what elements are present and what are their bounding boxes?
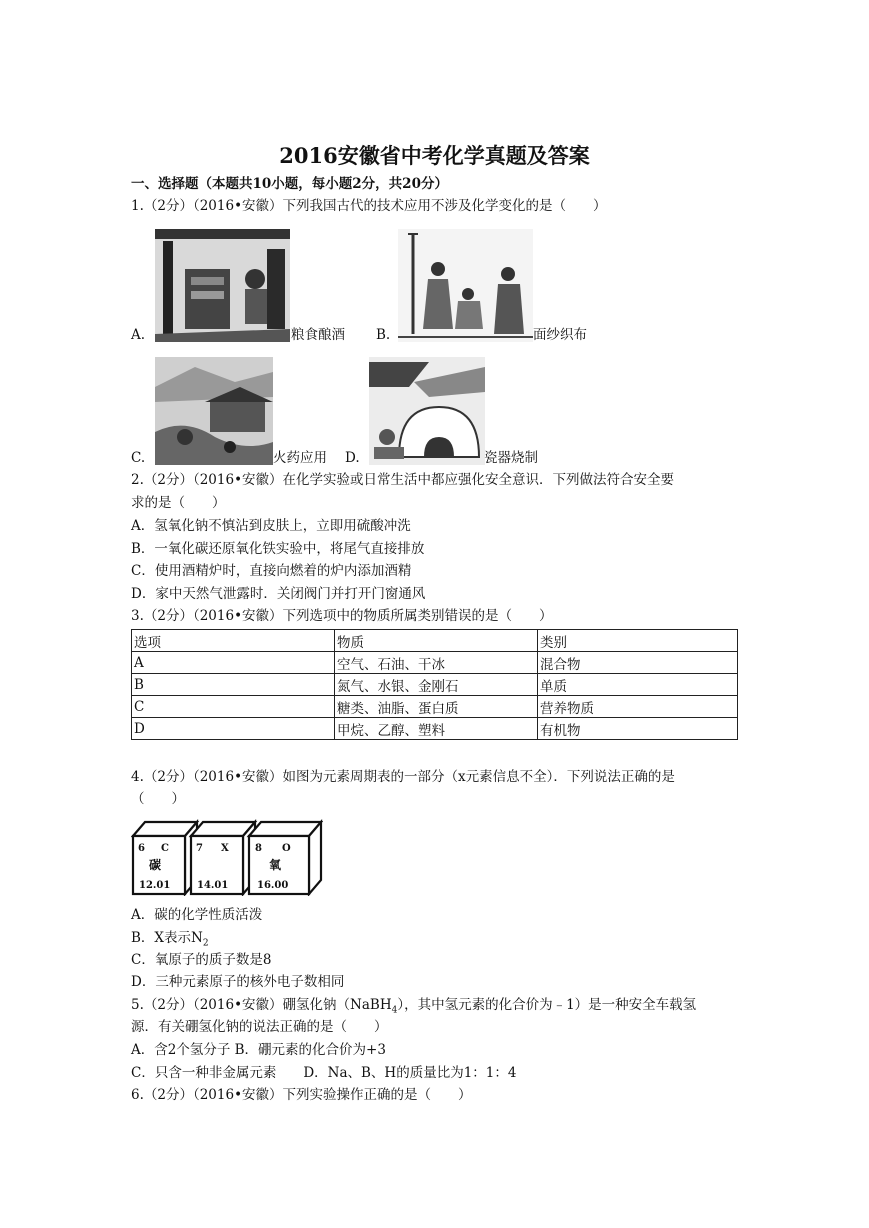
cell-symbol: X bbox=[221, 843, 229, 854]
q6-stem: 6.（2分）（2016•安徽）下列实验操作正确的是（ ） bbox=[131, 1087, 472, 1103]
weaving-image bbox=[398, 229, 533, 342]
table-cell: 单质 bbox=[538, 674, 738, 696]
cell-mass: 16.00 bbox=[257, 880, 289, 891]
table-cell: C bbox=[132, 696, 335, 718]
cell-mass: 14.01 bbox=[197, 880, 229, 891]
q4-stem-line2: （ ） bbox=[131, 791, 185, 807]
table-cell: 氮气、水银、金刚石 bbox=[335, 674, 538, 696]
q1-option-b-text: 面纱织布 bbox=[533, 327, 587, 343]
cell-number: 7 bbox=[196, 843, 203, 854]
table-header-row bbox=[132, 630, 738, 652]
table-cell: B bbox=[132, 674, 335, 696]
periodic-table-fragment bbox=[131, 818, 323, 896]
q1-option-b-label: B. bbox=[376, 327, 391, 343]
q2-option-a: A．氢氧化钠不慎沾到皮肤上，立即用硫酸冲洗 bbox=[131, 518, 411, 534]
q2-stem-line2: 求的是（ ） bbox=[131, 495, 226, 511]
q3-table bbox=[131, 629, 738, 740]
q5-stem-line2: 源．有关硼氢化钠的说法正确的是（ ） bbox=[131, 1019, 388, 1035]
table-row bbox=[132, 652, 738, 674]
table-header-cell: 物质 bbox=[335, 630, 538, 652]
section-heading: 一、选择题（本题共10小题，每小题2分，共20分） bbox=[131, 176, 448, 192]
table-cell: 营养物质 bbox=[538, 696, 738, 718]
table-header-cell: 选项 bbox=[132, 630, 335, 652]
document-title: 2016安徽省中考化学真题及答案 bbox=[279, 143, 590, 168]
cell-symbol: O bbox=[282, 843, 291, 854]
table-cell: A bbox=[132, 652, 335, 674]
q2-option-d: D．家中天然气泄露时．关闭阀门并打开门窗通风 bbox=[131, 586, 426, 602]
subscript: 4 bbox=[391, 1005, 398, 1016]
table-cell: 甲烷、乙醇、塑料 bbox=[335, 718, 538, 740]
q4-stem-line1: 4.（2分）（2016•安徽）如图为元素周期表的一部分（x元素信息不全）．下列说法正确的是 bbox=[131, 769, 675, 785]
table-cell: 糖类、油脂、蛋白质 bbox=[335, 696, 538, 718]
q2-stem-line1: 2.（2分）（2016•安徽）在化学实验或日常生活中都应强化安全意识．下列做法符合安全要 bbox=[131, 472, 675, 488]
q5-stem-part: 5.（2分）（2016•安徽）硼氢化钠（NaBH bbox=[131, 997, 392, 1013]
q1-stem: 1.（2分）（2016•安徽）下列我国古代的技术应用不涉及化学变化的是（ ） bbox=[131, 198, 607, 214]
table-row bbox=[132, 696, 738, 718]
subscript: 2 bbox=[202, 938, 209, 949]
table-header-cell: 类别 bbox=[538, 630, 738, 652]
porcelain-kiln-image bbox=[369, 357, 485, 465]
table-cell: D bbox=[132, 718, 335, 740]
q1-option-c-label: C. bbox=[131, 450, 146, 466]
q2-option-c: C．使用酒精炉时，直接向燃着的炉内添加酒精 bbox=[131, 563, 412, 579]
table-row bbox=[132, 674, 738, 696]
cell-symbol: C bbox=[161, 843, 169, 854]
table-cell: 空气、石油、干冰 bbox=[335, 652, 538, 674]
q1-option-a-label: A. bbox=[131, 327, 146, 343]
q4-option-a: A．碳的化学性质活泼 bbox=[131, 907, 263, 923]
table-cell: 有机物 bbox=[538, 718, 738, 740]
q4-option-b-text: B．X表示N bbox=[131, 930, 203, 946]
table-cell: 混合物 bbox=[538, 652, 738, 674]
q4-option-d: D．三种元素原子的核外电子数相同 bbox=[131, 974, 345, 990]
table-row bbox=[132, 718, 738, 740]
q1-option-a-text: 粮食酿酒 bbox=[291, 327, 345, 343]
q2-option-b: B．一氧化碳还原氧化铁实验中，将尾气直接排放 bbox=[131, 541, 425, 557]
cell-number: 8 bbox=[255, 843, 262, 854]
cell-number: 6 bbox=[138, 843, 145, 854]
q1-option-d-label: D. bbox=[345, 450, 360, 466]
q5-options-ab: A．含2个氢分子 B．硼元素的化合价为+3 bbox=[131, 1042, 386, 1058]
q1-option-d-text: 瓷器烧制 bbox=[484, 450, 538, 466]
q5-stem-part: ），其中氢元素的化合价为﹣1）是一种安全车载氢 bbox=[397, 997, 697, 1013]
q3-stem: 3.（2分）（2016•安徽）下列选项中的物质所属类别错误的是（ ） bbox=[131, 608, 553, 624]
cell-name: 氧 bbox=[269, 858, 282, 872]
q5-options-cd: C．只含一种非金属元素 D．Na、B、H的质量比为1：1：4 bbox=[131, 1065, 517, 1081]
q4-option-c: C．氧原子的质子数是8 bbox=[131, 952, 272, 968]
cell-mass: 12.01 bbox=[139, 880, 171, 891]
gunpowder-image bbox=[155, 357, 273, 465]
q1-option-c-text: 火药应用 bbox=[273, 450, 327, 466]
cell-name: 碳 bbox=[149, 858, 162, 872]
wine-brewing-image bbox=[155, 229, 290, 342]
